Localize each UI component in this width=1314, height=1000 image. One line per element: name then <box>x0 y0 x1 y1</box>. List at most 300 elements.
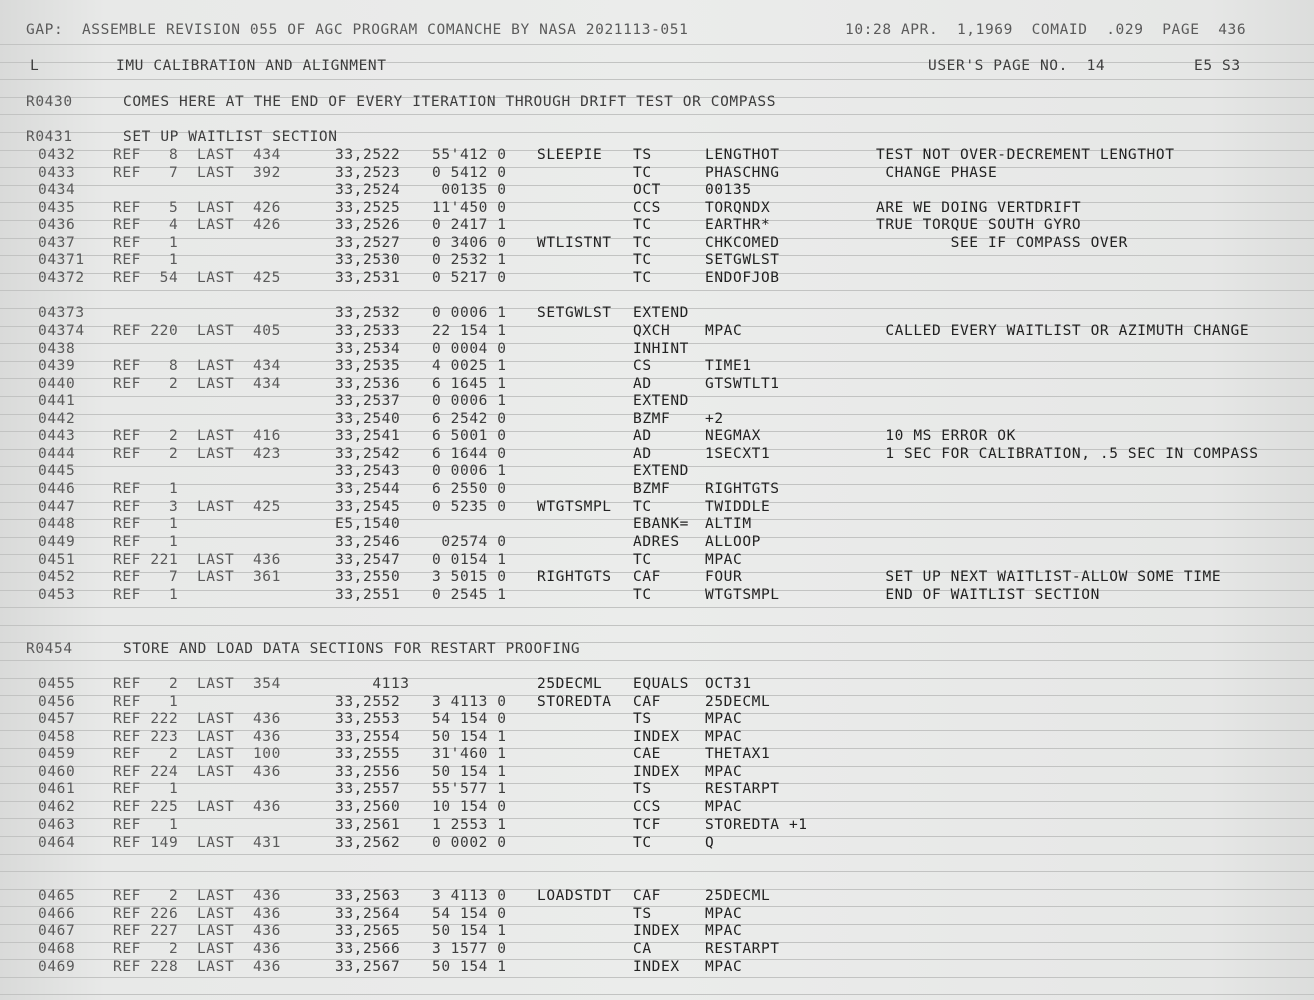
operand: SETGWLST <box>705 252 780 268</box>
line-number: 0439 <box>38 358 76 374</box>
octal-code: 11'450 0 <box>432 200 507 216</box>
octal-code: 54 154 0 <box>432 711 507 727</box>
memory-address: 33,2534 <box>335 341 401 357</box>
remark-number: R0430 <box>26 94 73 110</box>
memory-address: 33,2550 <box>335 569 401 585</box>
operand: WTGTSMPL <box>705 587 780 603</box>
rule-line <box>0 607 1314 608</box>
line-number: 04371 <box>38 252 85 268</box>
memory-address: 33,2543 <box>335 463 401 479</box>
line-number: 0432 <box>38 147 76 163</box>
users-page-number: USER'S PAGE NO. 14 <box>928 58 1106 74</box>
ref-count: REF 1 <box>113 817 179 833</box>
line-number: 0433 <box>38 165 76 181</box>
octal-code: 0 5412 0 <box>432 165 507 181</box>
ref-count: REF 2 LAST 434 <box>113 376 281 392</box>
symbol-label: WTGTSMPL <box>537 499 612 515</box>
line-number: 0436 <box>38 217 76 233</box>
listing-line <box>0 552 1314 569</box>
listing-line <box>0 923 1314 940</box>
opcode: TCF <box>633 817 661 833</box>
operand: ALTIM <box>705 516 752 532</box>
opcode: CAF <box>633 569 661 585</box>
operand: +2 <box>705 411 724 427</box>
memory-address: 33,2531 <box>335 270 401 286</box>
line-number: 0465 <box>38 888 76 904</box>
memory-address: E5,1540 <box>335 516 401 532</box>
operand: RESTARPT <box>705 941 780 957</box>
ref-count: REF 8 LAST 434 <box>113 147 281 163</box>
operand: OCT31 <box>705 676 752 692</box>
remark-text: COMES HERE AT THE END OF EVERY ITERATION THROUGH DRIFT TEST OR COMPASS <box>123 94 777 110</box>
octal-code: 4 0025 1 <box>432 358 507 374</box>
ref-count: REF 228 LAST 436 <box>113 959 281 975</box>
listing-line <box>0 323 1314 340</box>
listing-line <box>0 906 1314 923</box>
listing-line <box>0 270 1314 287</box>
opcode: INDEX <box>633 959 680 975</box>
ref-count: REF 226 LAST 436 <box>113 906 281 922</box>
memory-address: 4113 <box>335 676 410 692</box>
memory-address: 33,2530 <box>335 252 401 268</box>
listing-line <box>0 481 1314 498</box>
operand: MPAC <box>705 959 743 975</box>
rule-line <box>0 977 1314 978</box>
listing-line <box>0 516 1314 533</box>
octal-code: 55'412 0 <box>432 147 507 163</box>
rule-line <box>0 625 1314 626</box>
opcode: CA <box>633 941 652 957</box>
line-number: 0461 <box>38 781 76 797</box>
listing-line <box>0 729 1314 746</box>
line-number: 0440 <box>38 376 76 392</box>
opcode: CS <box>633 358 652 374</box>
opcode: INHINT <box>633 341 689 357</box>
rule-line <box>0 871 1314 872</box>
line-number: 0467 <box>38 923 76 939</box>
octal-code: 3 4113 0 <box>432 888 507 904</box>
listing-line <box>0 358 1314 375</box>
operand: STOREDTA +1 <box>705 817 808 833</box>
ref-count: REF 1 <box>113 481 179 497</box>
listing-line <box>0 694 1314 711</box>
operand: LENGTHOT <box>705 147 780 163</box>
line-number: 0448 <box>38 516 76 532</box>
octal-code: 0 0004 0 <box>432 341 507 357</box>
opcode: TC <box>633 835 652 851</box>
memory-address: 33,2526 <box>335 217 401 233</box>
opcode: INDEX <box>633 729 680 745</box>
listing-line <box>0 376 1314 393</box>
listing-line <box>0 817 1314 834</box>
octal-code: 6 1644 0 <box>432 446 507 462</box>
memory-address: 33,2547 <box>335 552 401 568</box>
operand: EARTHR* <box>705 217 771 233</box>
remark-number: R0431 <box>26 129 73 145</box>
line-number: 0459 <box>38 746 76 762</box>
opcode: INDEX <box>633 923 680 939</box>
memory-address: 33,2567 <box>335 959 401 975</box>
operand: MPAC <box>705 923 743 939</box>
opcode: TC <box>633 270 652 286</box>
ref-count: REF 223 LAST 436 <box>113 729 281 745</box>
line-number: 0438 <box>38 341 76 357</box>
operand: THETAX1 <box>705 746 771 762</box>
listing-line <box>0 305 1314 322</box>
line-number: 0435 <box>38 200 76 216</box>
memory-address: 33,2561 <box>335 817 401 833</box>
operand: 1SECXT1 <box>705 446 771 462</box>
ref-count: REF 4 LAST 426 <box>113 217 281 233</box>
listing-line <box>0 959 1314 976</box>
symbol-label: SLEEPIE <box>537 147 603 163</box>
opcode: BZMF <box>633 411 671 427</box>
symbol-label: LOADSTDT <box>537 888 612 904</box>
listing-line <box>0 341 1314 358</box>
listing-line <box>0 463 1314 480</box>
octal-code: 31'460 1 <box>432 746 507 762</box>
opcode: ADRES <box>633 534 680 550</box>
ref-count: REF 1 <box>113 534 179 550</box>
octal-code: 50 154 1 <box>432 729 507 745</box>
opcode: BZMF <box>633 481 671 497</box>
ref-count: REF 5 LAST 426 <box>113 200 281 216</box>
opcode: TS <box>633 711 652 727</box>
memory-address: 33,2546 <box>335 534 401 550</box>
rule-line <box>0 994 1314 995</box>
opcode: TC <box>633 587 652 603</box>
rule-line <box>0 854 1314 855</box>
ref-count: REF 227 LAST 436 <box>113 923 281 939</box>
remark-text: SET UP WAITLIST SECTION <box>123 129 338 145</box>
octal-code: 22 154 1 <box>432 323 507 339</box>
memory-address: 33,2564 <box>335 906 401 922</box>
ref-count: REF 2 LAST 100 <box>113 746 281 762</box>
octal-code: 0 2532 1 <box>432 252 507 268</box>
line-number: 0444 <box>38 446 76 462</box>
ref-count: REF 7 LAST 392 <box>113 165 281 181</box>
operand: ALLOOP <box>705 534 761 550</box>
opcode: CAF <box>633 888 661 904</box>
remark-number: R0454 <box>26 641 73 657</box>
listing-line <box>0 569 1314 586</box>
listing-line <box>0 235 1314 252</box>
comment: TEST NOT OVER-DECREMENT LENGTHOT <box>876 147 1175 163</box>
octal-code: 0 5235 0 <box>432 499 507 515</box>
opcode: EXTEND <box>633 393 689 409</box>
listing-line <box>0 147 1314 164</box>
listing-line <box>0 835 1314 852</box>
line-number: 0442 <box>38 411 76 427</box>
octal-code: 1 2553 1 <box>432 817 507 833</box>
comment: ARE WE DOING VERTDRIFT <box>876 200 1082 216</box>
listing-line <box>0 165 1314 182</box>
listing-line <box>0 446 1314 463</box>
line-number: 0458 <box>38 729 76 745</box>
memory-address: 33,2557 <box>335 781 401 797</box>
ref-count: REF 222 LAST 436 <box>113 711 281 727</box>
memory-address: 33,2560 <box>335 799 401 815</box>
line-number: 0456 <box>38 694 76 710</box>
octal-code: 6 2542 0 <box>432 411 507 427</box>
memory-address: 33,2554 <box>335 729 401 745</box>
opcode: TC <box>633 217 652 233</box>
operand: MPAC <box>705 323 743 339</box>
octal-code: 02574 0 <box>432 534 507 550</box>
print-timestamp: 10:28 APR. 1,1969 COMAID .029 PAGE 436 <box>845 22 1247 38</box>
line-number: 0455 <box>38 676 76 692</box>
listing-line <box>0 411 1314 428</box>
ref-count: REF 7 LAST 361 <box>113 569 281 585</box>
listing-line <box>0 393 1314 410</box>
section-title: IMU CALIBRATION AND ALIGNMENT <box>116 58 387 74</box>
operand: MPAC <box>705 764 743 780</box>
octal-code: 50 154 1 <box>432 764 507 780</box>
operand: FOUR <box>705 569 743 585</box>
opcode: EBANK= <box>633 516 689 532</box>
line-number: 0445 <box>38 463 76 479</box>
comment: TRUE TORQUE SOUTH GYRO <box>876 217 1082 233</box>
operand: 25DECML <box>705 694 771 710</box>
operand: RESTARPT <box>705 781 780 797</box>
opcode: AD <box>633 428 652 444</box>
ref-count: REF 1 <box>113 781 179 797</box>
ref-count: REF 1 <box>113 252 179 268</box>
line-number: 0463 <box>38 817 76 833</box>
opcode: CCS <box>633 200 661 216</box>
octal-code: 0 0006 1 <box>432 393 507 409</box>
octal-code: 3 4113 0 <box>432 694 507 710</box>
memory-address: 33,2525 <box>335 200 401 216</box>
operand: NEGMAX <box>705 428 761 444</box>
opcode: TC <box>633 552 652 568</box>
line-number: 0441 <box>38 393 76 409</box>
line-number: 0468 <box>38 941 76 957</box>
memory-address: 33,2562 <box>335 835 401 851</box>
rule-line <box>0 660 1314 661</box>
symbol-label: SETGWLST <box>537 305 612 321</box>
remark-text: STORE AND LOAD DATA SECTIONS FOR RESTART PROOFING <box>123 641 581 657</box>
listing-line <box>0 676 1314 693</box>
octal-code: 0 0002 0 <box>432 835 507 851</box>
ref-count: REF 149 LAST 431 <box>113 835 281 851</box>
listing-line <box>0 428 1314 445</box>
ref-count: REF 1 <box>113 235 179 251</box>
symbol-label: WTLISTNT <box>537 235 612 251</box>
octal-code: 6 5001 0 <box>432 428 507 444</box>
operand: MPAC <box>705 906 743 922</box>
line-number: 0446 <box>38 481 76 497</box>
operand: RIGHTGTS <box>705 481 780 497</box>
memory-address: 33,2524 <box>335 182 401 198</box>
line-number: 0460 <box>38 764 76 780</box>
memory-address: 33,2533 <box>335 323 401 339</box>
opcode: TS <box>633 147 652 163</box>
memory-address: 33,2527 <box>335 235 401 251</box>
listing-line <box>0 182 1314 199</box>
octal-code: 55'577 1 <box>432 781 507 797</box>
listing-line <box>0 499 1314 516</box>
symbol-label: 25DECML <box>537 676 603 692</box>
line-number: 04374 <box>38 323 85 339</box>
opcode: AD <box>633 376 652 392</box>
octal-code: 0 5217 0 <box>432 270 507 286</box>
listing-line <box>0 252 1314 269</box>
octal-code: 54 154 0 <box>432 906 507 922</box>
bank-tag: E5 S3 <box>1194 58 1241 74</box>
rule-line <box>0 44 1314 45</box>
ref-count: REF 220 LAST 405 <box>113 323 281 339</box>
comment: SET UP NEXT WAITLIST-ALLOW SOME TIME <box>876 569 1222 585</box>
listing-line <box>0 534 1314 551</box>
opcode: TC <box>633 499 652 515</box>
operand: 25DECML <box>705 888 771 904</box>
octal-code: 0 3406 0 <box>432 235 507 251</box>
ref-count: REF 2 LAST 423 <box>113 446 281 462</box>
listing-line <box>0 746 1314 763</box>
line-number: 0453 <box>38 587 76 603</box>
memory-address: 33,2545 <box>335 499 401 515</box>
memory-address: 33,2535 <box>335 358 401 374</box>
listing-line <box>0 941 1314 958</box>
operand: ENDOFJOB <box>705 270 780 286</box>
octal-code: 0 2417 1 <box>432 217 507 233</box>
operand: GTSWTLT1 <box>705 376 780 392</box>
listing-line <box>0 200 1314 217</box>
listing-mark: L <box>30 58 40 74</box>
opcode: CAE <box>633 746 661 762</box>
memory-address: 33,2537 <box>335 393 401 409</box>
ref-count: REF 2 LAST 436 <box>113 888 281 904</box>
ref-count: REF 2 LAST 416 <box>113 428 281 444</box>
memory-address: 33,2532 <box>335 305 401 321</box>
memory-address: 33,2540 <box>335 411 401 427</box>
memory-address: 33,2566 <box>335 941 401 957</box>
opcode: EXTEND <box>633 305 689 321</box>
memory-address: 33,2536 <box>335 376 401 392</box>
octal-code: 0 0154 1 <box>432 552 507 568</box>
ref-count: REF 221 LAST 436 <box>113 552 281 568</box>
memory-address: 33,2563 <box>335 888 401 904</box>
operand: MPAC <box>705 711 743 727</box>
opcode: CAF <box>633 694 661 710</box>
octal-code: 0 0006 1 <box>432 305 507 321</box>
memory-address: 33,2555 <box>335 746 401 762</box>
line-number: 0469 <box>38 959 76 975</box>
rule-line <box>0 114 1314 115</box>
memory-address: 33,2556 <box>335 764 401 780</box>
opcode: TS <box>633 906 652 922</box>
rule-line <box>0 79 1314 80</box>
octal-code: 10 154 0 <box>432 799 507 815</box>
comment: CALLED EVERY WAITLIST OR AZIMUTH CHANGE <box>876 323 1250 339</box>
memory-address: 33,2552 <box>335 694 401 710</box>
line-number: 0451 <box>38 552 76 568</box>
ref-count: REF 3 LAST 425 <box>113 499 281 515</box>
line-number: 0447 <box>38 499 76 515</box>
line-number: 0449 <box>38 534 76 550</box>
opcode: OCT <box>633 182 661 198</box>
listing-line <box>0 587 1314 604</box>
listing-line <box>0 888 1314 905</box>
operand: TORQNDX <box>705 200 771 216</box>
octal-code: 00135 0 <box>432 182 507 198</box>
octal-code: 50 154 1 <box>432 959 507 975</box>
listing-line <box>0 799 1314 816</box>
operand: CHKCOMED <box>705 235 780 251</box>
line-number: 0434 <box>38 182 76 198</box>
assembly-header: GAP: ASSEMBLE REVISION 055 OF AGC PROGRAM COMANCHE BY NASA 2021113-051 <box>26 22 689 38</box>
operand: MPAC <box>705 799 743 815</box>
operand: TWIDDLE <box>705 499 771 515</box>
octal-code: 6 1645 1 <box>432 376 507 392</box>
comment: 1 SEC FOR CALIBRATION, .5 SEC IN COMPASS <box>876 446 1259 462</box>
ref-count: REF 8 LAST 434 <box>113 358 281 374</box>
octal-code: 3 1577 0 <box>432 941 507 957</box>
opcode: TC <box>633 235 652 251</box>
operand: MPAC <box>705 552 743 568</box>
rule-line <box>0 290 1314 291</box>
opcode: CCS <box>633 799 661 815</box>
listing-line <box>0 764 1314 781</box>
opcode: AD <box>633 446 652 462</box>
opcode: INDEX <box>633 764 680 780</box>
operand: Q <box>705 835 715 851</box>
line-number: 0457 <box>38 711 76 727</box>
memory-address: 33,2541 <box>335 428 401 444</box>
opcode: TC <box>633 165 652 181</box>
octal-code: 0 2545 1 <box>432 587 507 603</box>
ref-count: REF 1 <box>113 694 179 710</box>
operand: MPAC <box>705 729 743 745</box>
octal-code: 3 5015 0 <box>432 569 507 585</box>
opcode: EXTEND <box>633 463 689 479</box>
ref-count: REF 2 LAST 436 <box>113 941 281 957</box>
listing-line <box>0 781 1314 798</box>
symbol-label: STOREDTA <box>537 694 612 710</box>
comment: SEE IF COMPASS OVER <box>876 235 1128 251</box>
line-number: 04373 <box>38 305 85 321</box>
memory-address: 33,2565 <box>335 923 401 939</box>
line-number: 0464 <box>38 835 76 851</box>
operand: 00135 <box>705 182 752 198</box>
ref-count: REF 225 LAST 436 <box>113 799 281 815</box>
listing-line <box>0 711 1314 728</box>
ref-count: REF 224 LAST 436 <box>113 764 281 780</box>
comment: END OF WAITLIST SECTION <box>876 587 1100 603</box>
opcode: EQUALS <box>633 676 689 692</box>
memory-address: 33,2542 <box>335 446 401 462</box>
line-number: 0443 <box>38 428 76 444</box>
ref-count: REF 2 LAST 354 <box>113 676 281 692</box>
operand: PHASCHNG <box>705 165 780 181</box>
ref-count: REF 1 <box>113 516 179 532</box>
ref-count: REF 54 LAST 425 <box>113 270 281 286</box>
memory-address: 33,2551 <box>335 587 401 603</box>
symbol-label: RIGHTGTS <box>537 569 612 585</box>
octal-code: 6 2550 0 <box>432 481 507 497</box>
line-number: 0452 <box>38 569 76 585</box>
opcode: TC <box>633 252 652 268</box>
line-number: 0437 <box>38 235 76 251</box>
line-number: 0466 <box>38 906 76 922</box>
opcode: QXCH <box>633 323 671 339</box>
line-number: 04372 <box>38 270 85 286</box>
memory-address: 33,2544 <box>335 481 401 497</box>
operand: TIME1 <box>705 358 752 374</box>
octal-code: 0 0006 1 <box>432 463 507 479</box>
comment: 10 MS ERROR OK <box>876 428 1016 444</box>
